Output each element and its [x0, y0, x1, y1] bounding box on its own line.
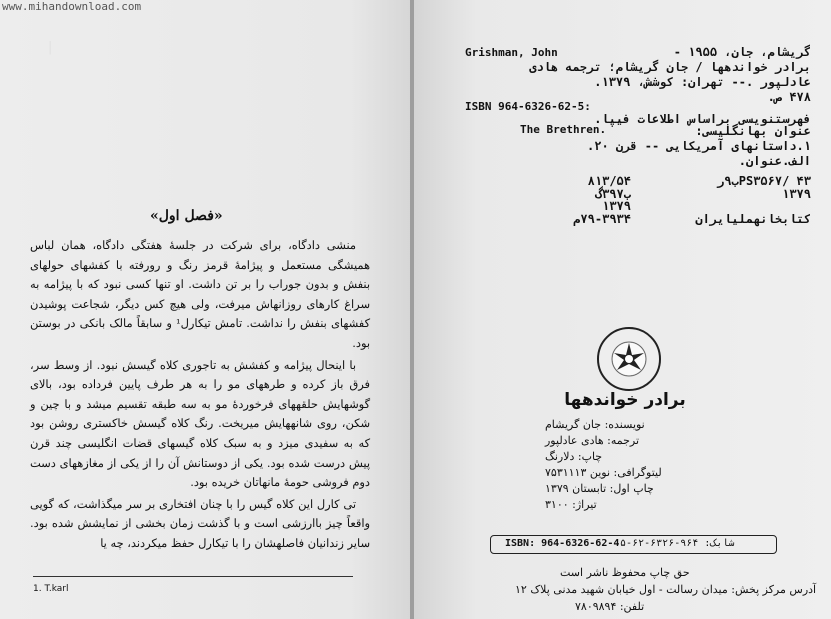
chapter-heading: «فصل اول» [150, 208, 223, 224]
isbn-english: ISBN: 964-6326-62-4 [505, 538, 620, 549]
cip-english-title: The Brethren. [520, 123, 607, 136]
cip-title-entry: الف.عنوان. [738, 154, 811, 168]
isbn-persian: شابک: ۹۶۴-۶۳۲۶-۶۲-۵ [620, 538, 735, 549]
credit-print-run: تیراژ: ۳۱۰۰ [545, 498, 597, 511]
bleed-through-mark: | [48, 40, 53, 55]
publisher-logo-icon [599, 329, 659, 389]
cip-author-fa: گریشام، جان، ۱۹۵۵ - [673, 45, 811, 59]
cip-isbn: ISBN 964-6326-62-5: [465, 100, 591, 113]
cip-title-line: برادر خواندهها / جان گریشام؛ ترجمه هادی [529, 60, 811, 74]
body-text [30, 236, 370, 556]
class-year-lc: ۱۳۷۹ [782, 187, 811, 201]
credit-translator: ترجمه: هادی عادلپور [545, 434, 640, 447]
footnote-rule [33, 576, 353, 577]
paragraph: با اینحال پیژامه و کفشش به تاجوری کلاه گیسش نبود. از وسط سر، فرق باز کرده و طرههای مو را به هر طرف پایین فرداده بود، بالای گوشهایش حلقههای فرخوردهٔ مو به سه طبقه تقسیم میشد و با چین و شکن، روی شانههایش میریخت. رنگ کلاه گیسش خاکستری روشن بود که به سفیدی میزد و به سبک کلاه گیسهای قضات انگلیسی چند قرن پیش درست شده بود. یکی از دوستانش آن را از یکی از مغازههای دست دوم فروشی حومهٔ مانهاتان خریده بود. [30, 357, 370, 490]
watermark: www.mihandownload.com [2, 0, 142, 13]
distribution-address: آدرس مرکز پخش: میدان رسالت - اول خیابان شهید مدنی پلاک ۱۲ [515, 583, 817, 596]
left-page [0, 0, 412, 619]
book-title: برادر خواندهها [564, 390, 686, 410]
national-library-number: ۷۹-۳۹۳۴م [573, 212, 631, 226]
cip-translator-line: عادلپور .-- تهران: کوشش، ۱۳۷۹. [594, 75, 811, 89]
phone-number: تلفن: ۷۸۰۹۸۹۴ [575, 600, 645, 613]
cip-author-en: Grishman, John [465, 46, 558, 59]
credit-print: چاپ: دلارنگ [545, 450, 603, 463]
class-number-dewey: ۸۱۳/۵۴ [587, 174, 631, 188]
credit-lithography: لیتوگرافی: نوین ۷۵۳۱۱۱۳ [545, 466, 662, 479]
paragraph: تی کارل این کلاه گیس را با چنان افتخاری بر سر میگذاشت، که گویی واقعاً چیز باارزشی است و با گذشت زمان بخشی از نمایشش شده بود. سایر زندانیان فاصلهشان را با تیکارل حفظ میکردند، چه یا [30, 496, 370, 550]
publisher-logo [597, 327, 661, 391]
credit-author: نویسنده: جان گریشام [545, 418, 645, 431]
cip-english-title-label: عنوان بهانگلیسی: [695, 124, 811, 138]
class-number-lc: PS۳۵۶۷/ ۴۳ب۹ر [717, 174, 811, 188]
cip-source-line: فهرستنویسی براساس اطلاعات فیپا. [594, 112, 811, 126]
class-year-dewey: ۱۳۷۹ [602, 199, 631, 213]
national-library-label: کتابخانهملیایران [695, 212, 811, 226]
credit-edition: چاپ اول: تابستان ۱۳۷۹ [545, 482, 654, 495]
cip-subject-line: ۱.داستانهای آمریکایی -- قرن ۲۰. [587, 139, 811, 153]
class-cutter: ب۳۹۷گ [594, 187, 631, 201]
copyright-line: حق چاپ محفوظ ناشر است [560, 566, 690, 579]
cip-pages: ۴۷۸ ص. [767, 90, 811, 104]
paragraph: منشی دادگاه، برای شرکت در جلسهٔ هفتگی دادگاه، همان لباس همیشگی مستعمل و پیژامهٔ قرمز رنگ و رورفته با کفشهای حولهای بنفش و بدون جوراب را بر تن داشت. او تنها کسی نبود که با پیژامه به سراغ کارهای روزانهاش میرفت، ولی هیچ کس دیگر، شجاعت پوشیدن کفشهای بنفش را نداشت. تامش تیکارل¹ و سابقاً مالک بانکی در بوستن بود. [30, 238, 370, 350]
footnote: 1. T.karl [33, 584, 69, 594]
